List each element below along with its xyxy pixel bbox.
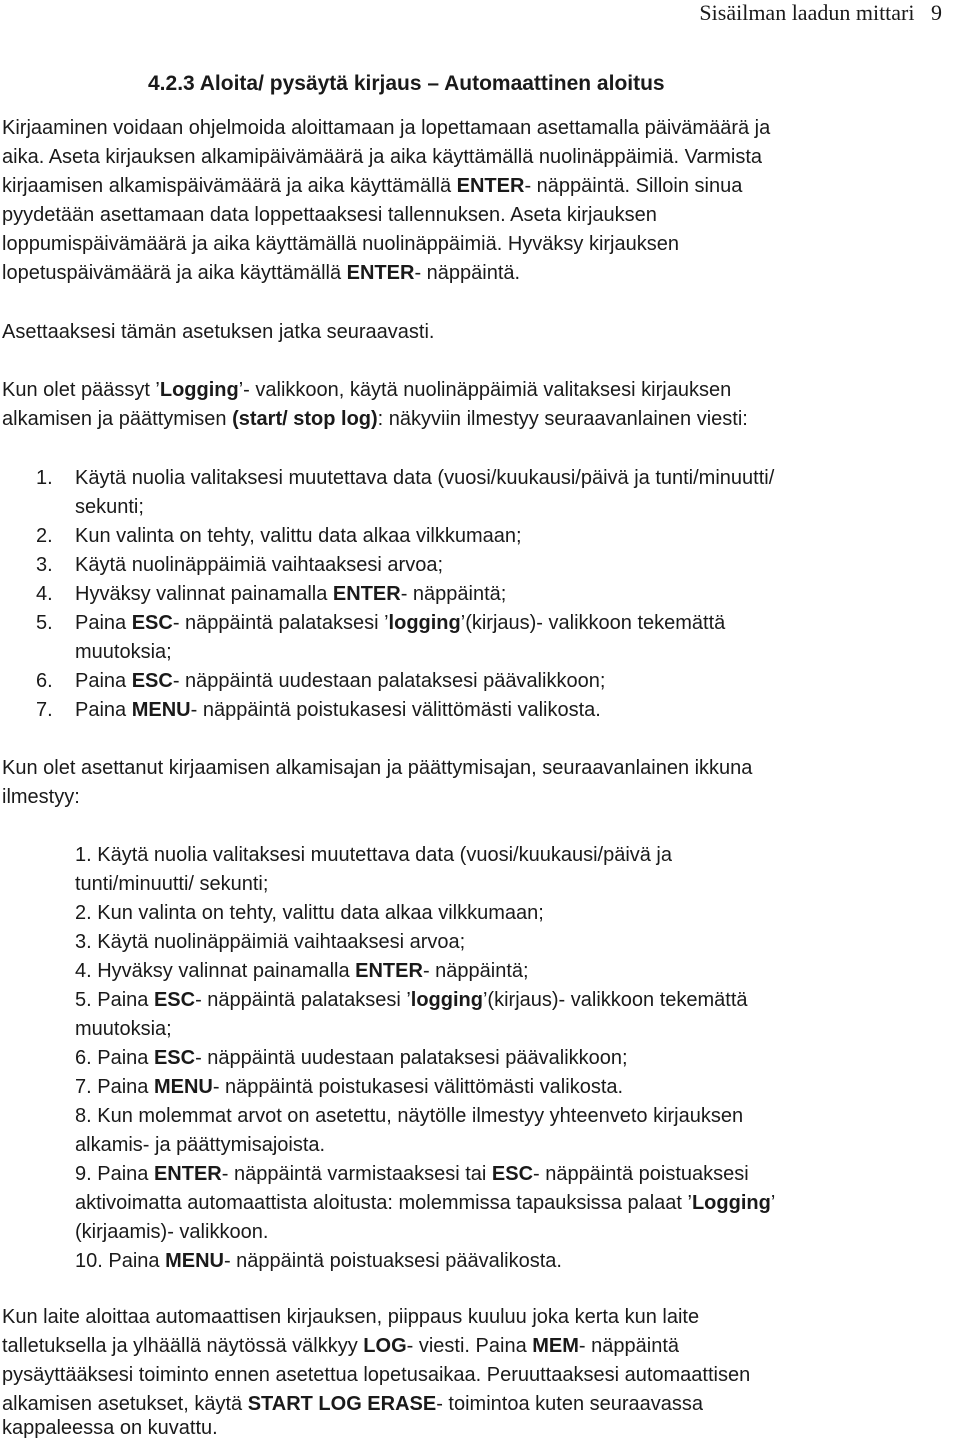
text-line: alkamisen ja päättymisen (start/ stop log): näkyviin ilmestyy seuraavanlainen viesti: xyxy=(2,408,748,430)
text-line: Kun olet asettanut kirjaamisen alkamisajan ja päättymisajan, seuraavanlainen ikkuna xyxy=(2,757,753,779)
key-enter: ENTER xyxy=(456,175,525,197)
list-item: 4. Hyväksy valinnat painamalla ENTER- näppäintä; xyxy=(75,960,529,982)
list-number: 2. xyxy=(36,525,53,547)
list-number: 7. xyxy=(36,699,53,721)
text-line: kappaleessa on kuvattu. xyxy=(2,1417,218,1439)
list-item: Paina ESC- näppäintä palataksesi ’logging’(kirjaus)- valikkoon tekemättä xyxy=(75,612,726,634)
text-line: Kirjaaminen voidaan ohjelmoida aloittamaan ja lopettamaan asettamalla päivämäärä ja xyxy=(2,117,771,139)
text-line: alkamisen asetukset, käytä START LOG ERASE- toimintoa kuten seuraavassa xyxy=(2,1393,704,1415)
text-line: ilmestyy: xyxy=(2,786,80,808)
list-item: 9. Paina ENTER- näppäintä varmistaaksesi tai ESC- näppäintä poistuaksesi xyxy=(75,1163,749,1185)
list-number: 6. xyxy=(36,670,53,692)
key-enter: ENTER xyxy=(346,262,415,284)
page-number: 9 xyxy=(931,0,942,25)
list-number: 3. xyxy=(36,554,53,576)
list-item: Käytä nuolinäppäimiä vaihtaaksesi arvoa; xyxy=(75,554,443,576)
list-item: 8. Kun molemmat arvot on asetettu, näytölle ilmestyy yhteenveto kirjauksen xyxy=(75,1105,744,1127)
text-line: Kun olet päässyt ’Logging’- valikkoon, käytä nuolinäppäimiä valitaksesi kirjauksen xyxy=(2,379,732,401)
list-item: 10. Paina MENU- näppäintä poistuaksesi päävalikosta. xyxy=(75,1250,562,1272)
text-line: pyydetään asettamaan data loppettaaksesi tallennuksen. Aseta kirjauksen xyxy=(2,204,657,226)
list-item: 1. Käytä nuolia valitaksesi muutettava data (vuosi/kuukausi/päivä ja xyxy=(75,844,673,866)
list-item: 3. Käytä nuolinäppäimiä vaihtaaksesi arvoa; xyxy=(75,931,466,953)
list-item-cont: muutoksia; xyxy=(75,1018,172,1040)
list-item: 7. Paina MENU- näppäintä poistukasesi välittömästi valikosta. xyxy=(75,1076,624,1098)
list-item-cont: sekunti; xyxy=(75,496,144,518)
text-line: loppumispäivämäärä ja aika käyttämällä nuolinäppäimiä. Hyväksy kirjauksen xyxy=(2,233,679,255)
section-title: 4.2.3 Aloita/ pysäytä kirjaus – Automaattinen aloitus xyxy=(148,72,665,95)
text-line: kirjaamisen alkamispäivämäärä ja aika käyttämällä ENTER- näppäintä. Silloin sinua xyxy=(2,175,743,197)
header-title: Sisäilman laadun mittari xyxy=(699,0,915,25)
list-item: Käytä nuolia valitaksesi muutettava data (vuosi/kuukausi/päivä ja tunti/minuutti/ xyxy=(75,467,775,489)
list-item-cont: muutoksia; xyxy=(75,641,172,663)
list-item-cont: (kirjaamis)- valikkoon. xyxy=(75,1221,269,1243)
list-item-cont: tunti/minuutti/ sekunti; xyxy=(75,873,269,895)
list-item-cont: alkamis- ja päättymisajoista. xyxy=(75,1134,326,1156)
list-item: 2. Kun valinta on tehty, valittu data alkaa vilkkumaan; xyxy=(75,902,544,924)
list-item: Kun valinta on tehty, valittu data alkaa vilkkumaan; xyxy=(75,525,522,547)
page-header xyxy=(699,0,942,26)
text-line: aika. Aseta kirjauksen alkamipäivämäärä ja aika käyttämällä nuolinäppäimiä. Varmista xyxy=(2,146,762,168)
list-item: Hyväksy valinnat painamalla ENTER- näppäintä; xyxy=(75,583,507,605)
list-number: 1. xyxy=(36,467,53,489)
list-number: 5. xyxy=(36,612,53,634)
list-item: 5. Paina ESC- näppäintä palataksesi ’logging’(kirjaus)- valikkoon tekemättä xyxy=(75,989,748,1011)
list-number: 4. xyxy=(36,583,53,605)
list-item: 6. Paina ESC- näppäintä uudestaan palataksesi päävalikkoon; xyxy=(75,1047,628,1069)
list-item: Paina ESC- näppäintä uudestaan palataksesi päävalikkoon; xyxy=(75,670,606,692)
text-line: lopetuspäivämäärä ja aika käyttämällä ENTER- näppäintä. xyxy=(2,262,521,284)
text-line: talletuksella ja ylhäällä näytössä välkkyy LOG- viesti. Paina MEM- näppäintä xyxy=(2,1335,679,1357)
list-item-cont: aktivoimatta automaattista aloitusta: molemmissa tapauksissa palaat ’Logging’ xyxy=(75,1192,776,1214)
text-line: Kun laite aloittaa automaattisen kirjauksen, piippaus kuuluu joka kerta kun laite xyxy=(2,1306,700,1328)
continue-text: Asettaaksesi tämän asetuksen jatka seuraavasti. xyxy=(2,321,435,343)
text-line: pysäyttääksesi toiminto ennen asetettua lopetusaikaa. Peruuttaaksesi automaattisen xyxy=(2,1364,751,1386)
list-item: Paina MENU- näppäintä poistukasesi välittömästi valikosta. xyxy=(75,699,601,721)
